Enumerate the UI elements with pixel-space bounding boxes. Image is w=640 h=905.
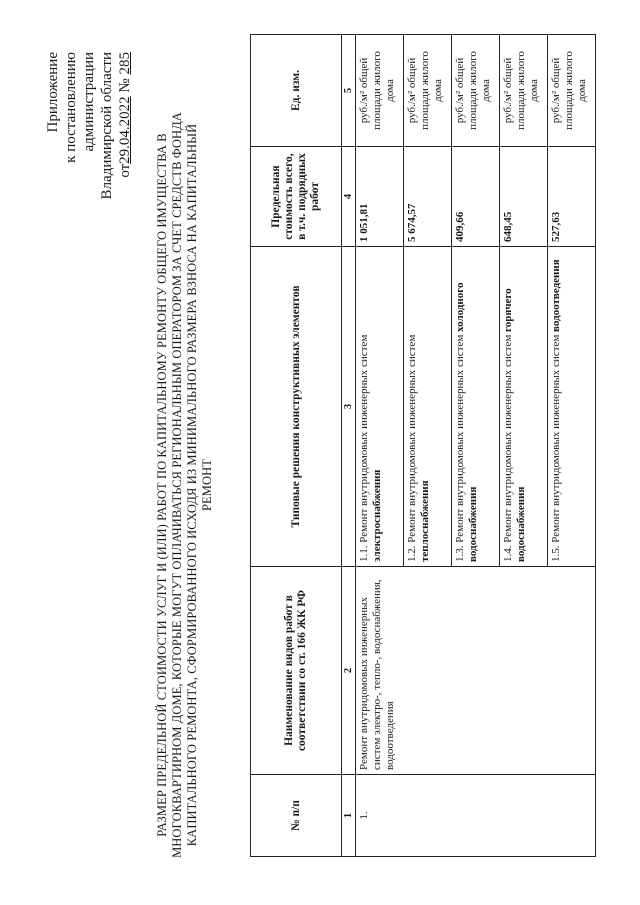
date-prefix: от <box>117 163 133 178</box>
header-max-cost: Предельная стоимость всего, в т.ч. подрядных работ <box>251 147 342 247</box>
appendix-date-line <box>116 52 134 292</box>
column-number: 2 <box>342 567 356 775</box>
solution-cell <box>356 247 404 567</box>
solution-cell <box>548 247 596 567</box>
header-number: № п/п <box>251 775 342 857</box>
max-cost-cell: 409,66 <box>452 147 500 247</box>
column-number-row <box>342 35 356 857</box>
unit-cell: руб./м² общей площади жилого дома <box>404 35 452 147</box>
solution-cell <box>452 247 500 567</box>
solution-system: водоотведения <box>550 259 562 332</box>
group-work-name: Ремонт внутридомовых инженерных систем электро-, тепло-, водоснабжения, водоотведения <box>356 567 596 775</box>
solution-prefix: 1.3. Ремонт внутридомовых инженерных систем <box>454 334 466 562</box>
unit-cell: руб./м² общей площади жилого дома <box>452 35 500 147</box>
column-number: 5 <box>342 35 356 147</box>
unit-cell: руб./м² общей площади жилого дома <box>356 35 404 147</box>
max-cost-cell: 5 674,57 <box>404 147 452 247</box>
column-number: 4 <box>342 147 356 247</box>
appendix-block <box>44 52 134 292</box>
solution-system: горячего водоснабжения <box>502 288 527 562</box>
table-header-row <box>251 35 342 857</box>
appendix-line-resolution: к постановлению <box>63 52 79 163</box>
resolution-date: 29.04.2022 <box>117 96 133 164</box>
table-row <box>356 35 404 857</box>
column-number: 3 <box>342 247 356 567</box>
header-solutions: Типовые решения конструктивных элементов <box>251 247 342 567</box>
max-cost-cell: 648,45 <box>500 147 548 247</box>
solution-cell <box>500 247 548 567</box>
appendix-line-administration: администрации <box>81 52 97 152</box>
solution-prefix: 1.4. Ремонт внутридомовых инженерных систем <box>502 334 514 562</box>
solution-system: электроснабжения <box>371 469 383 562</box>
max-cost-cell: 527,63 <box>548 147 596 247</box>
solution-system: теплоснабжения <box>419 480 431 562</box>
solution-prefix: 1.1. Ремонт внутридомовых инженерных систем <box>358 334 370 562</box>
resolution-number: 285 <box>117 52 133 75</box>
group-number: 1. <box>356 775 596 857</box>
unit-cell: руб./м² общей площади жилого дома <box>548 35 596 147</box>
cost-table <box>250 34 596 857</box>
solution-prefix: 1.5. Ремонт внутридомовых инженерных систем <box>550 334 562 562</box>
solution-prefix: 1.2. Ремонт внутридомовых инженерных систем <box>406 334 418 562</box>
solution-system: холодного водоснабжения <box>454 282 479 562</box>
appendix-line-region: Владимирской области <box>99 52 115 200</box>
number-prefix: № <box>117 78 133 93</box>
document-title: РАЗМЕР ПРЕДЕЛЬНОЙ СТОИМОСТИ УСЛУГ И (ИЛИ) РАБОТ ПО КАПИТАЛЬНОМУ РЕМОНТУ ОБЩЕГО ИМУЩЕСТВА В МНОГОКВАРТИРНОМ ДОМЕ, КОТОРЫЕ МОГУТ ОПЛАЧИВАТЬСЯ РЕГИОНАЛЬНЫМ ОПЕРАТОРОМ ЗА СЧЕТ СРЕДСТВ ФОНДА КАПИТАЛЬНОГО РЕМОНТА, СФОРМИРОВАННОГО ИСХОДЯ ИЗ МИНИМАЛЬНОГО РАЗМЕРА ВЗНОСА НА КАПИТАЛЬНЫЙ РЕМОНТ <box>155 112 214 858</box>
unit-cell: руб./м² общей площади жилого дома <box>500 35 548 147</box>
column-number: 1 <box>342 775 356 857</box>
solution-cell <box>404 247 452 567</box>
appendix-title: Приложение <box>45 52 61 133</box>
header-work-type: Наименование видов работ в соответствии со ст. 166 ЖК РФ <box>251 567 342 775</box>
max-cost-cell: 1 051,81 <box>356 147 404 247</box>
header-unit: Ед. изм. <box>251 35 342 147</box>
